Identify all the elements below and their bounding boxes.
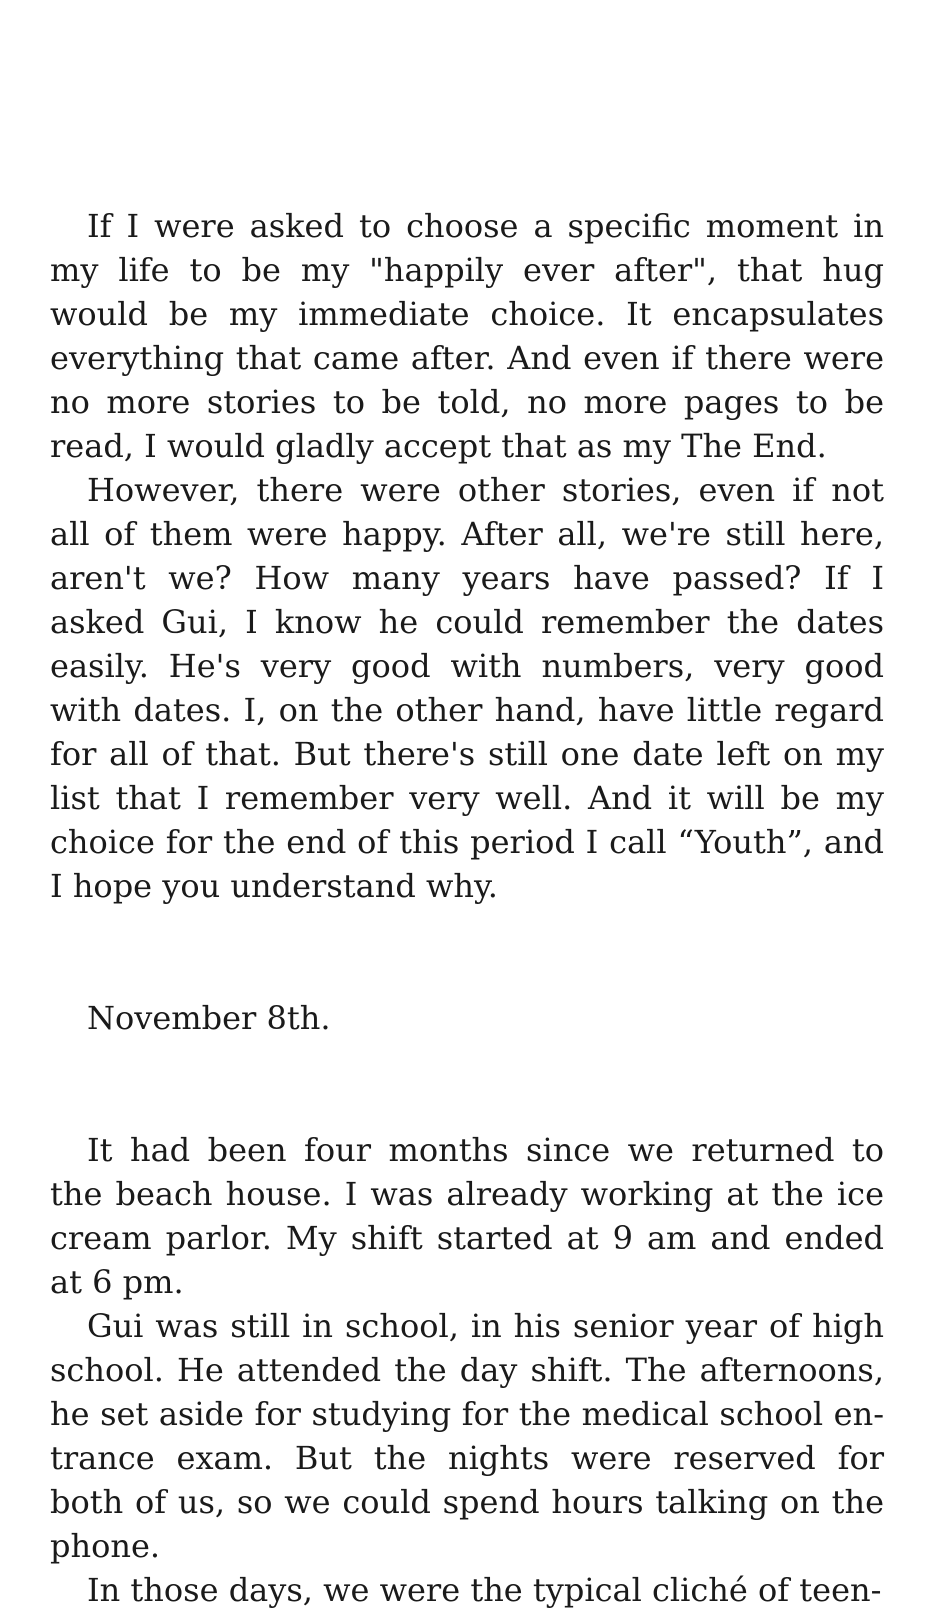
date-heading: November 8th. bbox=[87, 999, 331, 1037]
paragraph-beach-house: It had been four months since we returned to the beach house. I was already working at the ice cream parlor. My shift started at 9 am and ended at 6 pm. bbox=[50, 1131, 884, 1301]
paragraph-other-stories: However, there were other stories, even if not all of them were happy. After all, we're still here, aren't we? How many years have passed? If I asked Gui, I know he could remember the dates easily. He's very good with numbers, very good with dates. I, on the other hand, have little regard for all of that. But there's still one date left on my list that I remember very well. And it will be my choice for the end of this period I call “Youth”, and I hope you understand why. bbox=[50, 471, 884, 905]
paragraph-gui-school: Gui was still in school, in his senior year of high school. He attended the day shift. The afternoons, he set aside for studying for the medical school entrance exam. But the nights were reserved for both of us, so we could spend hours talking on the phone. bbox=[50, 1307, 884, 1565]
paragraph-those-days: In those days, we were the typical cliché of teen- bbox=[87, 1571, 882, 1609]
paragraph-happily-ever-after: If I were asked to choose a specific moment in my life to be my "happily ever after", that hug would be my immediate choice. It encapsulates everything that came after. And even if there were no more stories to be told, no more pages to be read, I would gladly accept that as my The End. bbox=[50, 207, 884, 465]
book-text bbox=[50, 204, 884, 1612]
